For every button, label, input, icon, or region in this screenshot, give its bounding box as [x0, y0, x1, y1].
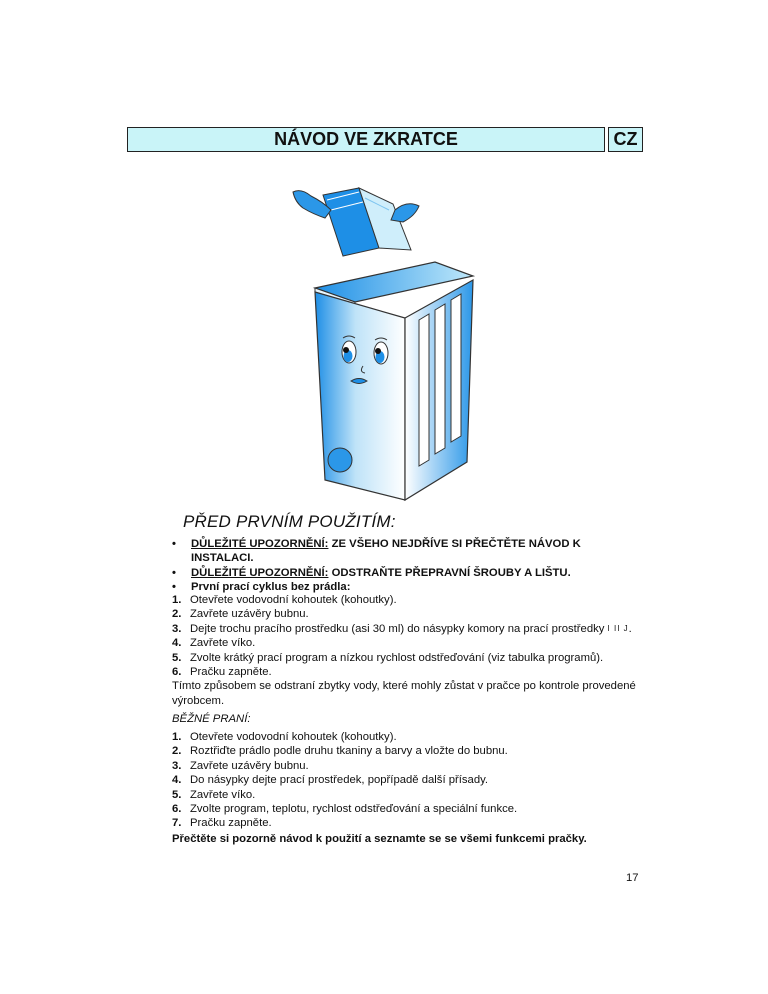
list-item: 3. Dejte trochu pracího prostředku (asi 30 ml) do násypky komory na prací prostředky I II J.: [172, 622, 632, 635]
page-title-bar: [127, 127, 605, 152]
machine-front: [315, 292, 405, 500]
warning-text: ODSTRAŇTE PŘEPRAVNÍ ŠROUBY A LIŠTU.: [328, 566, 571, 579]
list-item: 5. Zvolte krátký prací program a nízkou rychlost odstřeďování (viz tabulka programů).: [172, 651, 604, 664]
section-title-first-use: PŘED PRVNÍM POUŽITÍM:: [183, 512, 396, 531]
normal-wash-steps: [172, 730, 642, 831]
bullet-icon: •: [172, 581, 176, 594]
list-item: 2. Zavřete uzávěry bubnu.: [172, 608, 309, 621]
booklet-icon: [323, 188, 411, 256]
language-code: CZ: [613, 129, 638, 149]
bullet-icon: •: [172, 566, 176, 579]
list-item: [172, 537, 642, 551]
list-item: 6. Pračku zapněte.: [172, 666, 272, 679]
first-cycle-heading: První prací cyklus bez prádla:: [191, 581, 351, 594]
list-item: 1. Otevřete vodovodní kohoutek (kohoutky).: [172, 731, 397, 743]
glove-right-icon: [391, 204, 419, 222]
list-item: 4. Zavřete víko.: [172, 637, 256, 650]
list-item: 4. Do násypky dejte prací prostředek, popřípadě další přísady.: [172, 774, 489, 787]
warning-label: DŮLEŽITÉ UPOZORNĚNÍ:: [191, 566, 329, 579]
section-title-normal-wash: BĚŽNÉ PRANÍ:: [172, 713, 251, 725]
washing-machine-illustration: [285, 170, 485, 505]
list-item: 1. Otevřete vodovodní kohoutek (kohoutky).: [172, 594, 397, 606]
machine-door-icon: [328, 448, 352, 472]
list-item: 2. Roztřiďte prádlo podle druhu tkaniny a barvy a vložte do bubnu.: [172, 745, 508, 758]
detergent-compartment-icon: I II J: [607, 623, 629, 633]
final-note: Přečtěte si pozorně návod k použití a seznamte se se všemi funkcemi pračky.: [172, 833, 587, 845]
language-badge: [608, 127, 643, 152]
bullet-icon: •: [172, 538, 176, 550]
list-item: 6. Zvolte program, teplotu, rychlost odstřeďování a speciální funkce.: [172, 803, 518, 816]
first-use-note: Tímto způsobem se odstraní zbytky vody, které mohly zůstat v pračce po kontrole provedené výrobcem.: [172, 680, 636, 707]
important-notes-list: [172, 537, 642, 595]
page-title: NÁVOD VE ZKRATCE: [274, 129, 458, 149]
list-item: [172, 566, 642, 580]
page-number: 17: [626, 872, 639, 884]
list-item: 3. Zavřete uzávěry bubnu.: [172, 759, 309, 772]
first-use-steps: [172, 593, 647, 708]
warning-text: ZE VŠEHO NEJDŘÍVE SI PŘEČTĚTE NÁVOD K: [328, 538, 581, 550]
warning-text-continued: INSTALACI.: [191, 552, 254, 565]
list-item: 5. Zavřete víko.: [172, 788, 256, 801]
list-item: 7. Pračku zapněte.: [172, 817, 272, 830]
warning-label: DŮLEŽITÉ UPOZORNĚNÍ:: [191, 538, 329, 550]
list-item: [172, 551, 642, 565]
